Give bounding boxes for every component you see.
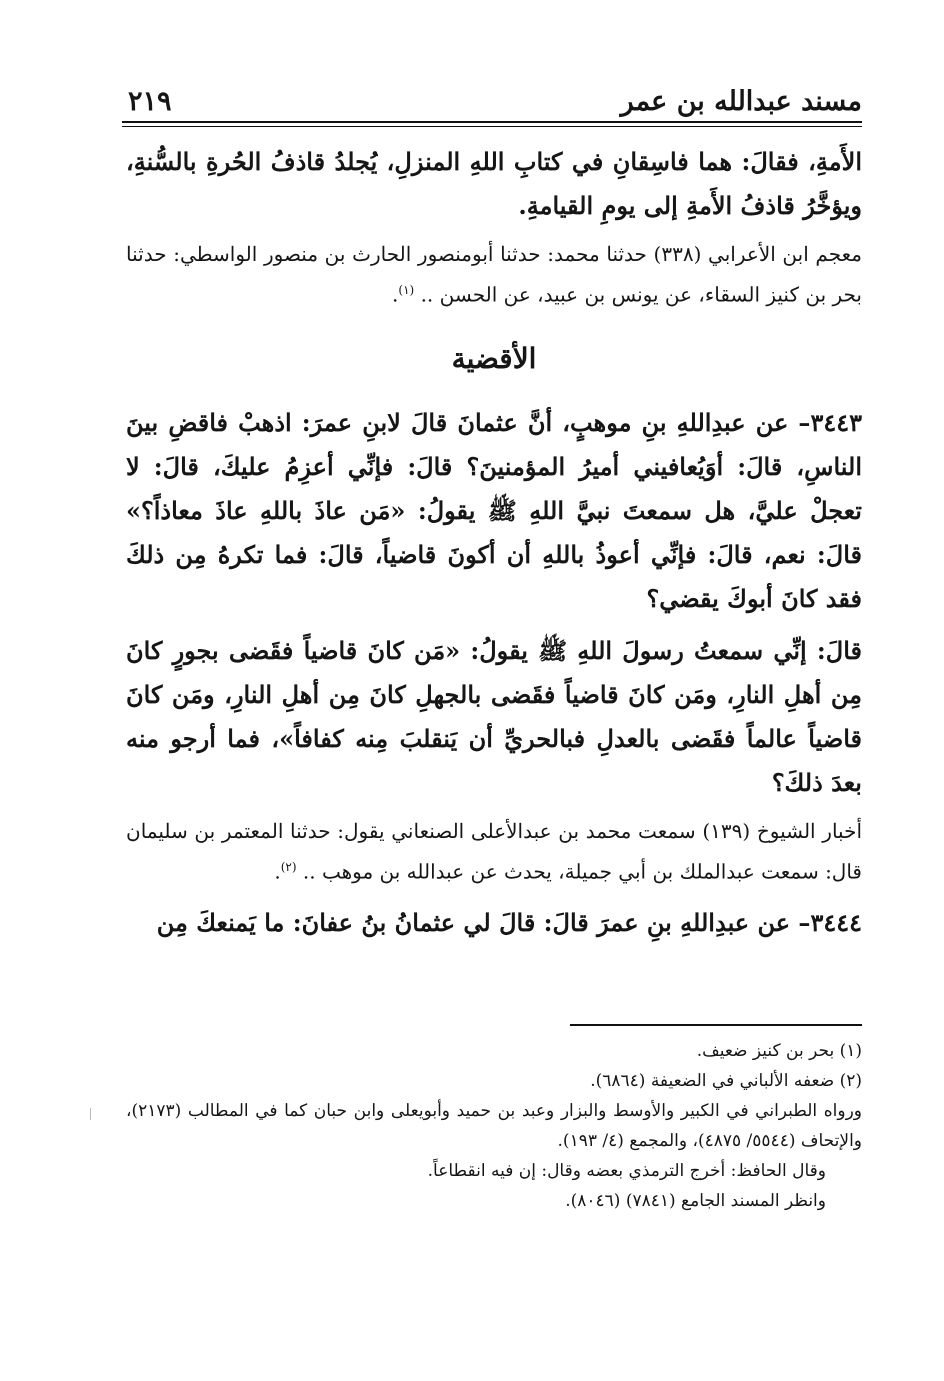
hadith-3443-text: – عن عبدِاللهِ بنِ موهبٍ، أنَّ عثمانَ قالَ لابنِ عمرَ: اذهبْ فاقضِ بينَ الناسِ، قالَ: أوَيُعافيني أميرُ المؤمنينَ؟ قالَ: فإنِّي أعزِمُ عليكَ، قالَ: لا تعجلْ عليَّ، هل سمعتَ نبيَّ اللهِ ﷺ يقولُ: «مَن عاذَ باللهِ عاذَ معاذاً؟» قالَ: نعم، قالَ: فإنِّي أعوذُ باللهِ أن أكونَ قاضياً، قالَ: فما تكرهُ مِن ذلكَ فقد كانَ أبوكَ يقضي؟ bbox=[126, 407, 862, 613]
hadith-3443-paragraph-2: قالَ: إنِّي سمعتُ رسولَ اللهِ ﷺ يقولُ: «مَن كانَ قاضياً فقَضى بجورٍ كانَ مِن أهلِ النارِ، ومَن كانَ قاضياً فقَضى بالجهلِ كانَ مِن أهلِ النارِ، ومَن كانَ قاضياً عالماً فقَضى بالعدلِ فبالحريِّ أن يَنقلبَ مِنه كفافاً»، فما أرجو منه بعدَ ذلكَ؟ bbox=[126, 635, 862, 797]
hadith-3444-text: – عن عبدِاللهِ بنِ عمرَ قالَ: قالَ لي عثمانُ بنُ عفانَ: ما يَمنعكَ مِن bbox=[156, 908, 811, 938]
header-rule-thin bbox=[122, 126, 862, 127]
main-content bbox=[126, 140, 862, 945]
footnote-1: (١) بحر بن كنيز ضعيف. bbox=[696, 1041, 862, 1061]
hadith-3443-source: أخبار الشيوخ (١٣٩) سمعت محمد بن عبدالأعلى الصنعاني يقول: حدثنا المعتمر بن سليمان قال: سمعت عبدالملك بن أبي جميلة، يحدث عن عبدالله بن موهب .. $^{(٢)}$. bbox=[126, 818, 862, 884]
footnote-2-detail-1: ورواه الطبراني في الكبير والأوسط والبزار وعبد بن حميد وأبويعلى وابن حبان كما في المطالب (٢١٧٣)، والإتحاف (٥٥٤٤/ ٤٨٧٥)، والمجمع (٤/ ١٩٣). bbox=[126, 1101, 862, 1151]
footnote-2: (٢) ضعفه الألباني في الضعيفة (٦٨٦٤). bbox=[590, 1071, 862, 1091]
page-number: ٢١٩ bbox=[128, 86, 172, 117]
footnote-2-detail-2: وقال الحافظ: أخرج الترمذي بعضه وقال: إن فيه انقطاعاً. bbox=[427, 1161, 826, 1181]
continuation-source: معجم ابن الأعرابي (٣٣٨) حدثنا محمد: حدثنا أبومنصور الحارث بن منصور الواسطي: حدثنا بحر بن كنيز السقاء، عن يونس بن عبيد، عن الحسن .. $^{(١)}$. bbox=[126, 242, 863, 307]
hadith-number-3443: ٣٤٤٣ bbox=[810, 407, 862, 437]
footnote-ref-2: (٢) bbox=[280, 859, 297, 874]
running-title: مسند عبدالله بن عمر bbox=[620, 86, 862, 117]
hadith-3443-source-text: أخبار الشيوخ (١٣٩) سمعت محمد بن عبدالأعلى الصنعاني يقول: حدثنا المعتمر بن سليمان قال: سمعت عبدالملك بن أبي جميلة، يحدث عن عبدالله بن موهب .. bbox=[126, 818, 862, 884]
margin-mark bbox=[90, 1108, 91, 1120]
section-title: الأقضية bbox=[451, 341, 537, 375]
page-header bbox=[122, 84, 862, 120]
footnote-2-detail-3: وانظر المسند الجامع (٧٨٤١) (٨٠٤٦). bbox=[565, 1191, 826, 1211]
hadith-3443-paragraph-1 bbox=[126, 401, 862, 621]
footnotes bbox=[126, 1036, 862, 1216]
hadith-3444-paragraph bbox=[126, 901, 862, 945]
footnote-ref-1: (١) bbox=[398, 283, 415, 297]
header-rule-thick bbox=[122, 121, 862, 123]
continuation-source-text: معجم ابن الأعرابي (٣٣٨) حدثنا محمد: حدثنا أبومنصور الحارث بن منصور الواسطي: حدثنا بحر بن كنيز السقاء، عن يونس بن عبيد، عن الحسن .. bbox=[126, 242, 863, 307]
continuation-text: الأَمةِ، فقالَ: هما فاسِقانِ في كتابِ اللهِ المنزلِ، يُجلدُ قاذفُ الحُرةِ بالسُّنةِ، ويؤخَّرُ قاذفُ الأَمةِ إلى يومِ القيامةِ. bbox=[126, 147, 862, 220]
hadith-number-3444: ٣٤٤٤ bbox=[810, 908, 862, 938]
footnote-separator bbox=[570, 1024, 862, 1026]
